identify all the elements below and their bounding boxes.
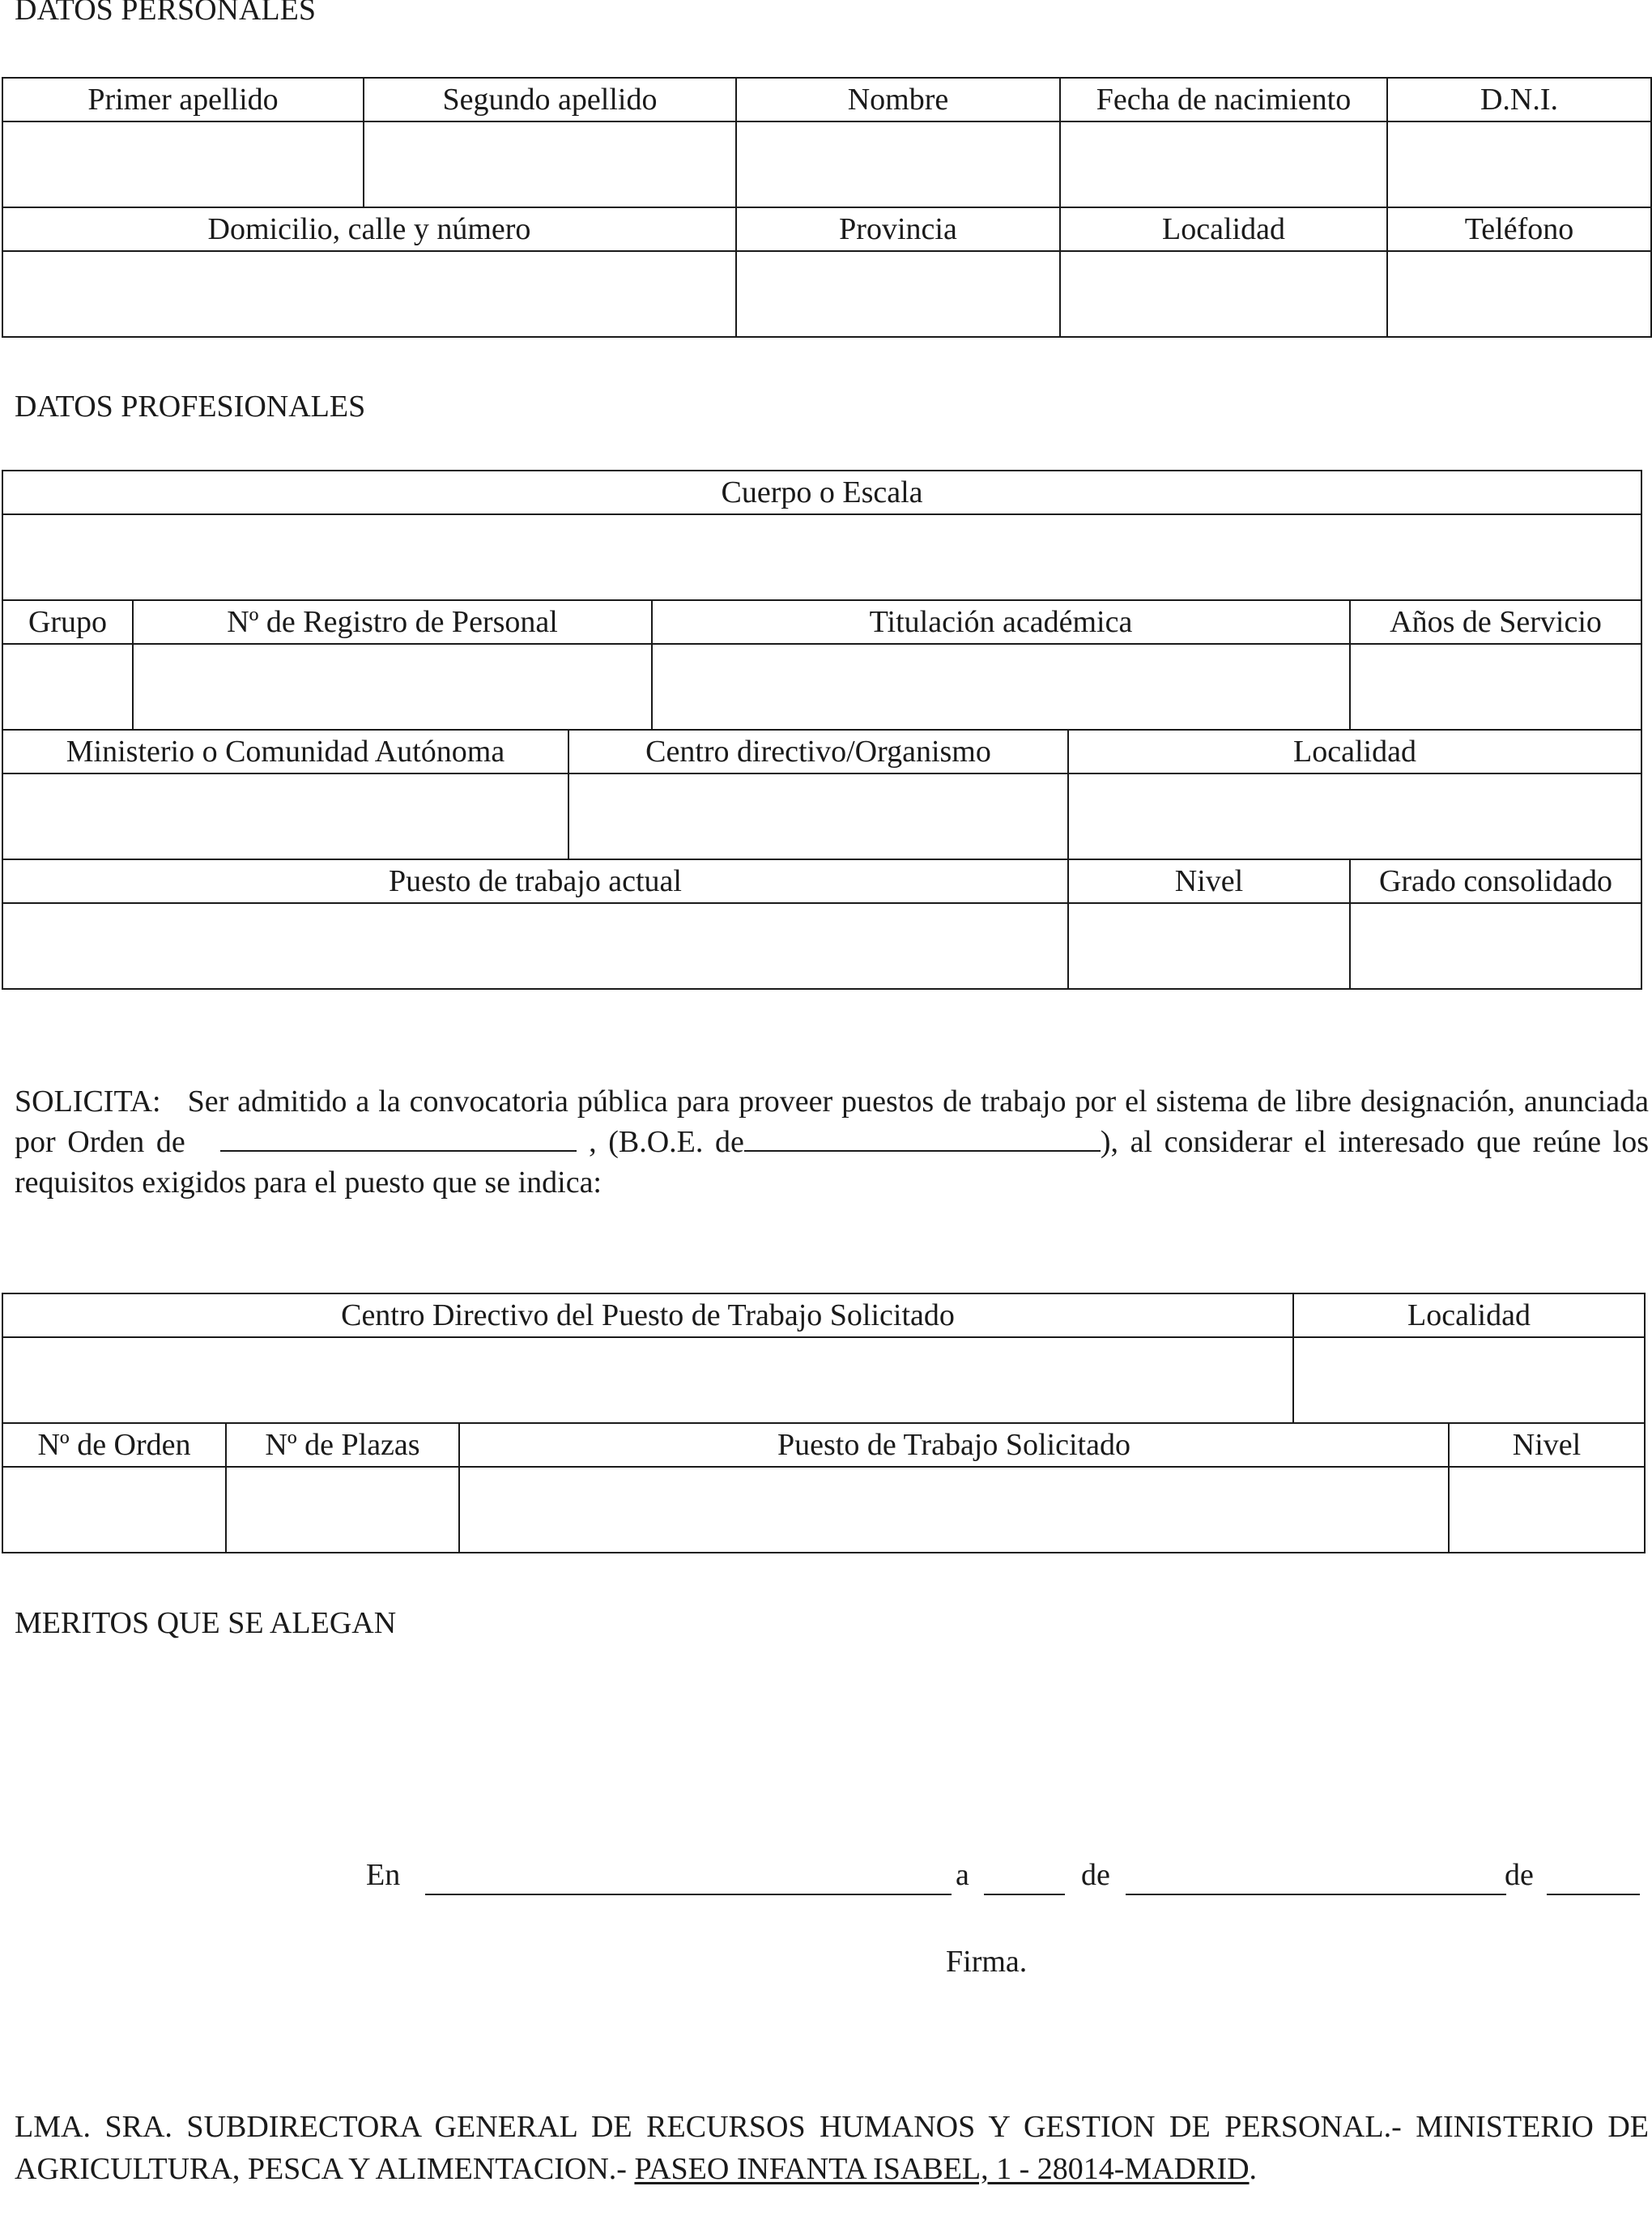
- field-centro-directivo[interactable]: [568, 773, 1068, 859]
- professional-data-table: [2, 470, 1642, 990]
- field-centro-directivo-solicitado[interactable]: [2, 1337, 1293, 1423]
- year-blank[interactable]: [1547, 1892, 1640, 1895]
- solicita-text-1: Ser admitido a la convocatoria pública para proveer puestos de trabajo por el sistema de libre designación, anunciada por Orden de: [15, 1085, 1649, 1159]
- field-domicilio[interactable]: [2, 251, 736, 337]
- field-numero-orden[interactable]: [2, 1467, 226, 1553]
- header-localidad-solicitado: Localidad: [1293, 1293, 1645, 1337]
- header-numero-plazas: Nº de Plazas: [226, 1423, 459, 1467]
- requested-position-table: [2, 1293, 1646, 1553]
- signature-de-2: de: [1505, 1858, 1534, 1892]
- orden-date-blank[interactable]: [220, 1123, 577, 1152]
- field-numero-plazas[interactable]: [226, 1467, 459, 1553]
- header-titulacion: Titulación académica: [652, 600, 1350, 644]
- field-segundo-apellido[interactable]: [364, 121, 736, 207]
- field-provincia[interactable]: [736, 251, 1060, 337]
- addressee-footer: [15, 2106, 1649, 2190]
- header-centro-directivo-solicitado: Centro Directivo del Puesto de Trabajo Solicitado: [2, 1293, 1293, 1337]
- field-cuerpo-escala[interactable]: [2, 514, 1641, 600]
- footer-end: .: [1249, 2152, 1258, 2186]
- header-cuerpo-escala: Cuerpo o Escala: [2, 471, 1641, 514]
- field-registro-personal[interactable]: [133, 644, 652, 730]
- month-blank[interactable]: [1126, 1892, 1506, 1895]
- header-grupo: Grupo: [2, 600, 133, 644]
- personal-data-table: [2, 77, 1652, 338]
- field-anos-servicio[interactable]: [1350, 644, 1641, 730]
- header-nombre: Nombre: [736, 78, 1060, 121]
- firma-label: Firma.: [946, 1945, 1028, 1979]
- section-heading-merits: MERITOS QUE SE ALEGAN: [15, 1606, 397, 1640]
- section-heading-professional: DATOS PROFESIONALES: [15, 390, 366, 424]
- section-heading-personal: DATOS PERSONALES: [15, 0, 316, 27]
- header-domicilio: Domicilio, calle y número: [2, 207, 736, 251]
- header-nivel-solicitado: Nivel: [1449, 1423, 1645, 1467]
- header-registro-personal: Nº de Registro de Personal: [133, 600, 652, 644]
- header-primer-apellido: Primer apellido: [2, 78, 364, 121]
- footer-address: PASEO INFANTA ISABEL, 1 - 28014-MADRID: [634, 2152, 1250, 2186]
- field-grado-consolidado[interactable]: [1350, 903, 1641, 989]
- header-numero-orden: Nº de Orden: [2, 1423, 226, 1467]
- field-grupo[interactable]: [2, 644, 133, 730]
- field-puesto-actual[interactable]: [2, 903, 1068, 989]
- field-nivel-solicitado[interactable]: [1449, 1467, 1645, 1553]
- header-nivel: Nivel: [1068, 859, 1350, 903]
- header-localidad: Localidad: [1060, 207, 1387, 251]
- boe-date-blank[interactable]: [744, 1123, 1101, 1152]
- solicita-paragraph: [15, 1081, 1649, 1203]
- signature-de-1: de: [1081, 1858, 1110, 1892]
- header-grado-consolidado: Grado consolidado: [1350, 859, 1641, 903]
- place-blank[interactable]: [425, 1892, 952, 1895]
- header-anos-servicio: Años de Servicio: [1350, 600, 1641, 644]
- field-dni[interactable]: [1387, 121, 1651, 207]
- header-ministerio: Ministerio o Comunidad Autónoma: [2, 730, 568, 773]
- field-fecha-nacimiento[interactable]: [1060, 121, 1387, 207]
- header-dni: D.N.I.: [1387, 78, 1651, 121]
- header-fecha-nacimiento: Fecha de nacimiento: [1060, 78, 1387, 121]
- header-puesto-actual: Puesto de trabajo actual: [2, 859, 1068, 903]
- header-puesto-solicitado: Puesto de Trabajo Solicitado: [459, 1423, 1449, 1467]
- solicita-label: SOLICITA:: [15, 1085, 161, 1119]
- field-puesto-solicitado[interactable]: [459, 1467, 1449, 1553]
- header-localidad-prof: Localidad: [1068, 730, 1641, 773]
- field-ministerio[interactable]: [2, 773, 568, 859]
- signature-a: a: [956, 1858, 969, 1892]
- footer-addressee-text: LMA. SRA. SUBDIRECTORA GENERAL DE RECURSOS HUMANOS Y GESTION DE PERSONAL.- MINISTERIO DE AGRICULTURA, PESCA Y ALIMENTACION.-: [15, 2110, 1649, 2186]
- solicita-text-3: ), al considerar el interesado que reúne los requisitos exigidos para el puesto que se indica:: [15, 1125, 1650, 1200]
- header-telefono: Teléfono: [1387, 207, 1651, 251]
- field-localidad-prof[interactable]: [1068, 773, 1641, 859]
- header-segundo-apellido: Segundo apellido: [364, 78, 736, 121]
- field-nivel[interactable]: [1068, 903, 1350, 989]
- field-titulacion[interactable]: [652, 644, 1350, 730]
- field-localidad-solicitado[interactable]: [1293, 1337, 1645, 1423]
- header-provincia: Provincia: [736, 207, 1060, 251]
- field-nombre[interactable]: [736, 121, 1060, 207]
- day-blank[interactable]: [984, 1892, 1065, 1895]
- field-localidad[interactable]: [1060, 251, 1387, 337]
- solicita-text-2: , (B.O.E. de: [589, 1125, 744, 1159]
- field-primer-apellido[interactable]: [2, 121, 364, 207]
- signature-en: En: [366, 1858, 401, 1892]
- header-centro-directivo: Centro directivo/Organismo: [568, 730, 1068, 773]
- field-telefono[interactable]: [1387, 251, 1651, 337]
